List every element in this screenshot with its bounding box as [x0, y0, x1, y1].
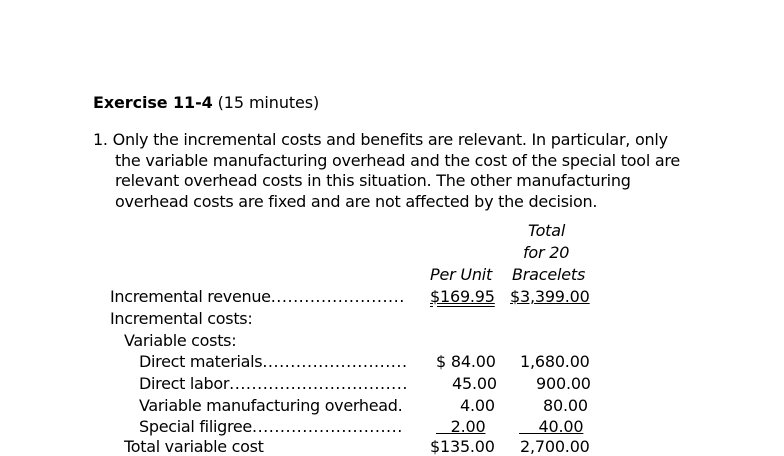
- leader-dots: ................................: [229, 374, 408, 393]
- row-label-direct-labor: [139, 374, 408, 393]
- row-label-direct-materials: [139, 352, 408, 371]
- question-paragraph: [93, 130, 680, 212]
- per-unit-direct-materials: $ 84.00: [436, 352, 496, 371]
- row-label-total-variable-cost: Total variable cost: [124, 437, 264, 456]
- row-label-incremental-revenue: [110, 287, 405, 306]
- paragraph-line: the variable manufacturing overhead and the cost of the special tool are: [115, 150, 680, 170]
- total-total-variable-cost: 2,700.00: [520, 437, 590, 456]
- header-total: Total: [528, 221, 566, 240]
- per-unit-direct-labor: 45.00: [452, 374, 497, 393]
- row-label-text: Incremental revenue: [110, 287, 271, 306]
- per-unit-variable-overhead: 4.00: [460, 396, 495, 415]
- row-label-incremental-costs: Incremental costs:: [110, 309, 253, 328]
- total-variable-overhead: 80.00: [543, 396, 588, 415]
- total-direct-labor: 900.00: [536, 374, 591, 393]
- per-unit-special-filigree-value: 2.00: [450, 417, 486, 436]
- paragraph-line: 1. Only the incremental costs and benefits are relevant. In particular, only: [93, 130, 668, 149]
- row-label-variable-costs: Variable costs:: [124, 331, 237, 350]
- row-label-text: Direct materials: [139, 352, 263, 371]
- leader-dots: ........................: [270, 287, 405, 306]
- paragraph-line: relevant overhead costs in this situation. The other manufacturing: [115, 171, 631, 190]
- row-label-text: Direct labor: [139, 374, 230, 393]
- total-direct-materials: 1,680.00: [520, 352, 590, 371]
- header-bracelets: Bracelets: [512, 265, 586, 284]
- paragraph-line: overhead costs are fixed and are not affected by the decision.: [115, 191, 598, 211]
- row-label-text: Special filigree: [139, 417, 252, 436]
- per-unit-total-variable-cost: $135.00: [430, 437, 495, 456]
- exercise-title: [93, 93, 319, 112]
- per-unit-special-filigree: [436, 417, 486, 436]
- total-special-filigree: [519, 417, 583, 436]
- exercise-number: Exercise 11-4: [93, 93, 213, 112]
- leader-dots: ..........................: [262, 352, 408, 371]
- total-revenue: $3,399.00: [510, 287, 590, 306]
- total-special-filigree-value: 40.00: [538, 417, 584, 436]
- row-label-variable-overhead: [139, 396, 403, 415]
- exercise-duration: (15 minutes): [217, 93, 320, 112]
- per-unit-revenue: $169.95: [430, 287, 495, 306]
- leader-dots: ...........................: [251, 417, 403, 436]
- header-for-20: for 20: [523, 243, 570, 262]
- leader-dots: .: [397, 396, 404, 415]
- row-label-special-filigree: [139, 417, 403, 436]
- row-label-text: Variable manufacturing overhead: [139, 396, 398, 415]
- header-per-unit: Per Unit: [430, 265, 493, 284]
